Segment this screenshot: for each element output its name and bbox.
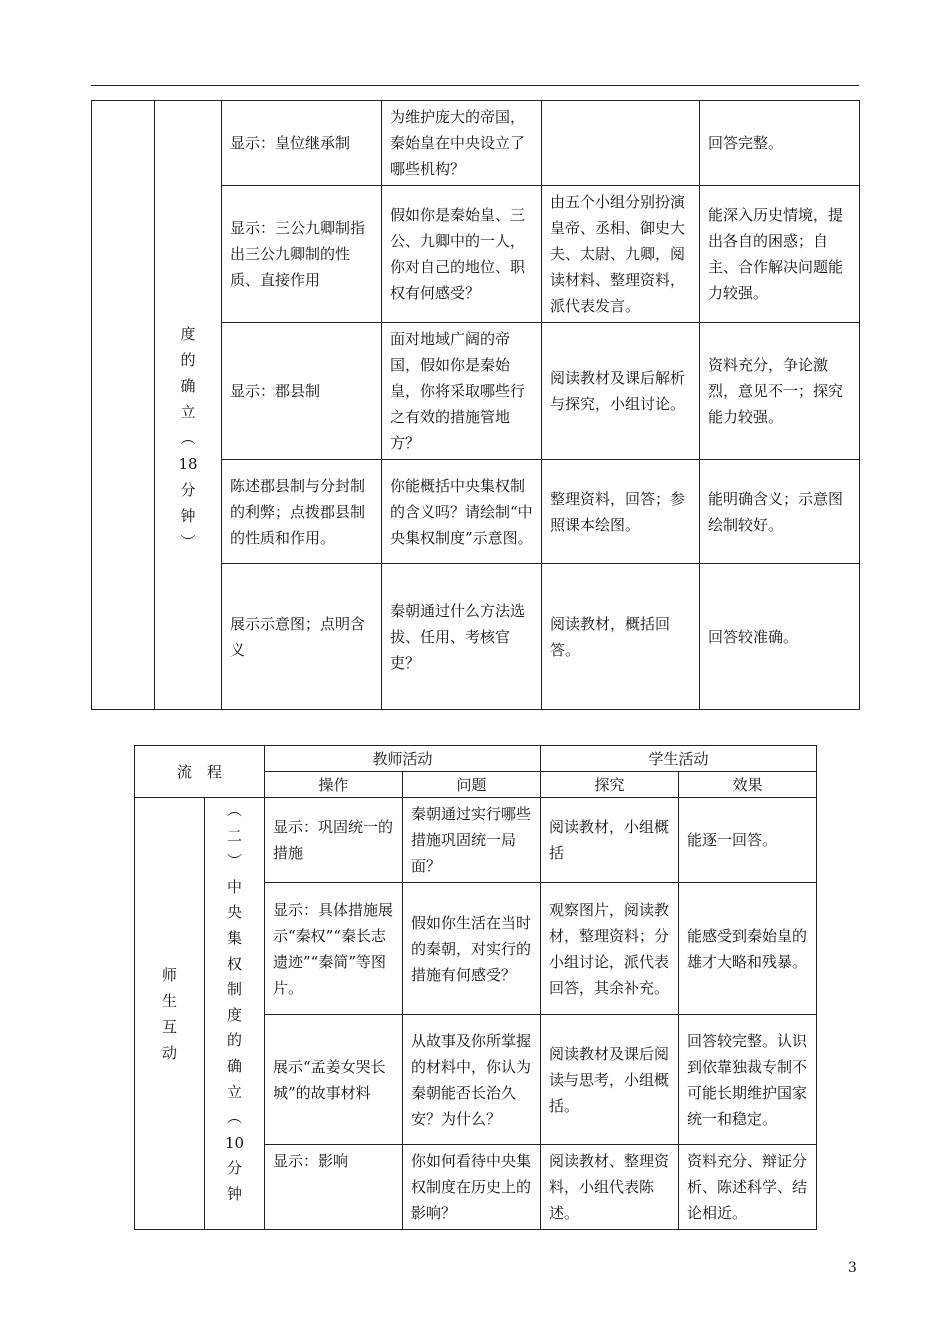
operation-cell: 陈述郡县制与分封制的利弊；点拨郡县制的性质和作用。 <box>222 460 382 564</box>
effect-cell: 回答较完整。认识到依靠独裁专制不可能长期维护国家统一和稳定。 <box>679 1015 817 1145</box>
effect-cell: 资料充分，争论激烈，意见不一；探究能力较强。 <box>700 323 860 460</box>
operation-cell: 展示示意图；点明含义 <box>222 564 382 710</box>
effect-cell: 回答完整。 <box>700 101 860 186</box>
lesson-table <box>134 745 817 1230</box>
flow-cell-empty <box>92 101 155 710</box>
question-cell: 秦朝通过实行哪些措施巩固统一局面？ <box>403 798 541 883</box>
operation-cell: 显示：影响 <box>265 1145 403 1230</box>
explore-cell: 阅读教材及课后阅读与思考，小组概括。 <box>541 1015 679 1145</box>
stage-vertical-label: 师 生 互 动 <box>135 798 205 1230</box>
question-cell: 从故事及你所掌握的材料中，你认为秦朝能否长治久安？为什么？ <box>403 1015 541 1145</box>
stage-vertical-label: 度 的 确 立 ︵ 18 分 钟 ︶ <box>155 101 222 710</box>
student-activity-header: 学生活动 <box>541 746 817 772</box>
question-cell: 你如何看待中央集权制度在历史上的影响？ <box>403 1145 541 1230</box>
explore-cell: 由五个小组分别扮演皇帝、丞相、御史大夫、太尉、九卿，阅读材料、整理资料，派代表发言。 <box>542 186 700 323</box>
effect-cell: 资料充分、辩证分析、陈述科学、结论相近。 <box>679 1145 817 1230</box>
explore-header: 探究 <box>541 772 679 798</box>
operation-cell: 显示：郡县制 <box>222 323 382 460</box>
explore-cell: 阅读教材及课后解析与探究，小组讨论。 <box>542 323 700 460</box>
explore-cell: 阅读教材，概括回答。 <box>542 564 700 710</box>
operation-cell: 显示：三公九卿制指出三公九卿制的性质、直接作用 <box>222 186 382 323</box>
header-rule <box>91 85 859 86</box>
operation-cell: 显示：巩固统一的措施 <box>265 798 403 883</box>
page-number: 3 <box>848 1260 857 1276</box>
question-header: 问题 <box>403 772 541 798</box>
question-cell: 你能概括中央集权制的含义吗？请绘制“中央集权制度”示意图。 <box>382 460 542 564</box>
explore-cell: 阅读教材，小组概括 <box>541 798 679 883</box>
table-row <box>92 101 860 186</box>
operation-cell: 显示：具体措施展示“秦权”“秦长志遗迹”“秦简”等图片。 <box>265 883 403 1015</box>
teacher-activity-header: 教师活动 <box>265 746 541 772</box>
lesson-table-continued <box>91 100 860 710</box>
explore-cell: 观察图片，阅读教材，整理资料；分小组讨论，派代表回答，其余补充。 <box>541 883 679 1015</box>
explore-cell: 整理资料，回答；参照课本绘图。 <box>542 460 700 564</box>
header-row <box>135 746 817 772</box>
effect-cell: 回答较准确。 <box>700 564 860 710</box>
explore-cell: 阅读教材、整理资料，小组代表陈述。 <box>541 1145 679 1230</box>
operation-cell: 展示“孟姜女哭长城”的故事材料 <box>265 1015 403 1145</box>
table-row <box>135 798 817 883</box>
substage-vertical-label: ︵ 二 ︶ 中 央 集 权 制 度 的 确 立 ︵ 10 分 钟 <box>205 798 265 1230</box>
operation-header: 操作 <box>265 772 403 798</box>
effect-cell: 能明确含义；示意图绘制较好。 <box>700 460 860 564</box>
explore-cell <box>542 101 700 186</box>
question-cell: 假如你生活在当时的秦朝，对实行的措施有何感受？ <box>403 883 541 1015</box>
effect-cell: 能逐一回答。 <box>679 798 817 883</box>
question-cell: 面对地域广阔的帝国，假如你是秦始皇，你将采取哪些行之有效的措施管地方？ <box>382 323 542 460</box>
effect-cell: 能感受到秦始皇的雄才大略和残暴。 <box>679 883 817 1015</box>
operation-cell: 显示：皇位继承制 <box>222 101 382 186</box>
effect-header: 效果 <box>679 772 817 798</box>
effect-cell: 能深入历史情境，提出各自的困惑；自主、合作解决问题能力较强。 <box>700 186 860 323</box>
question-cell: 为维护庞大的帝国，秦始皇在中央设立了哪些机构？ <box>382 101 542 186</box>
question-cell: 假如你是秦始皇、三公、九卿中的一人，你对自己的地位、职权有何感受？ <box>382 186 542 323</box>
question-cell: 秦朝通过什么方法选拔、任用、考核官吏？ <box>382 564 542 710</box>
flow-header: 流 程 <box>135 746 265 798</box>
